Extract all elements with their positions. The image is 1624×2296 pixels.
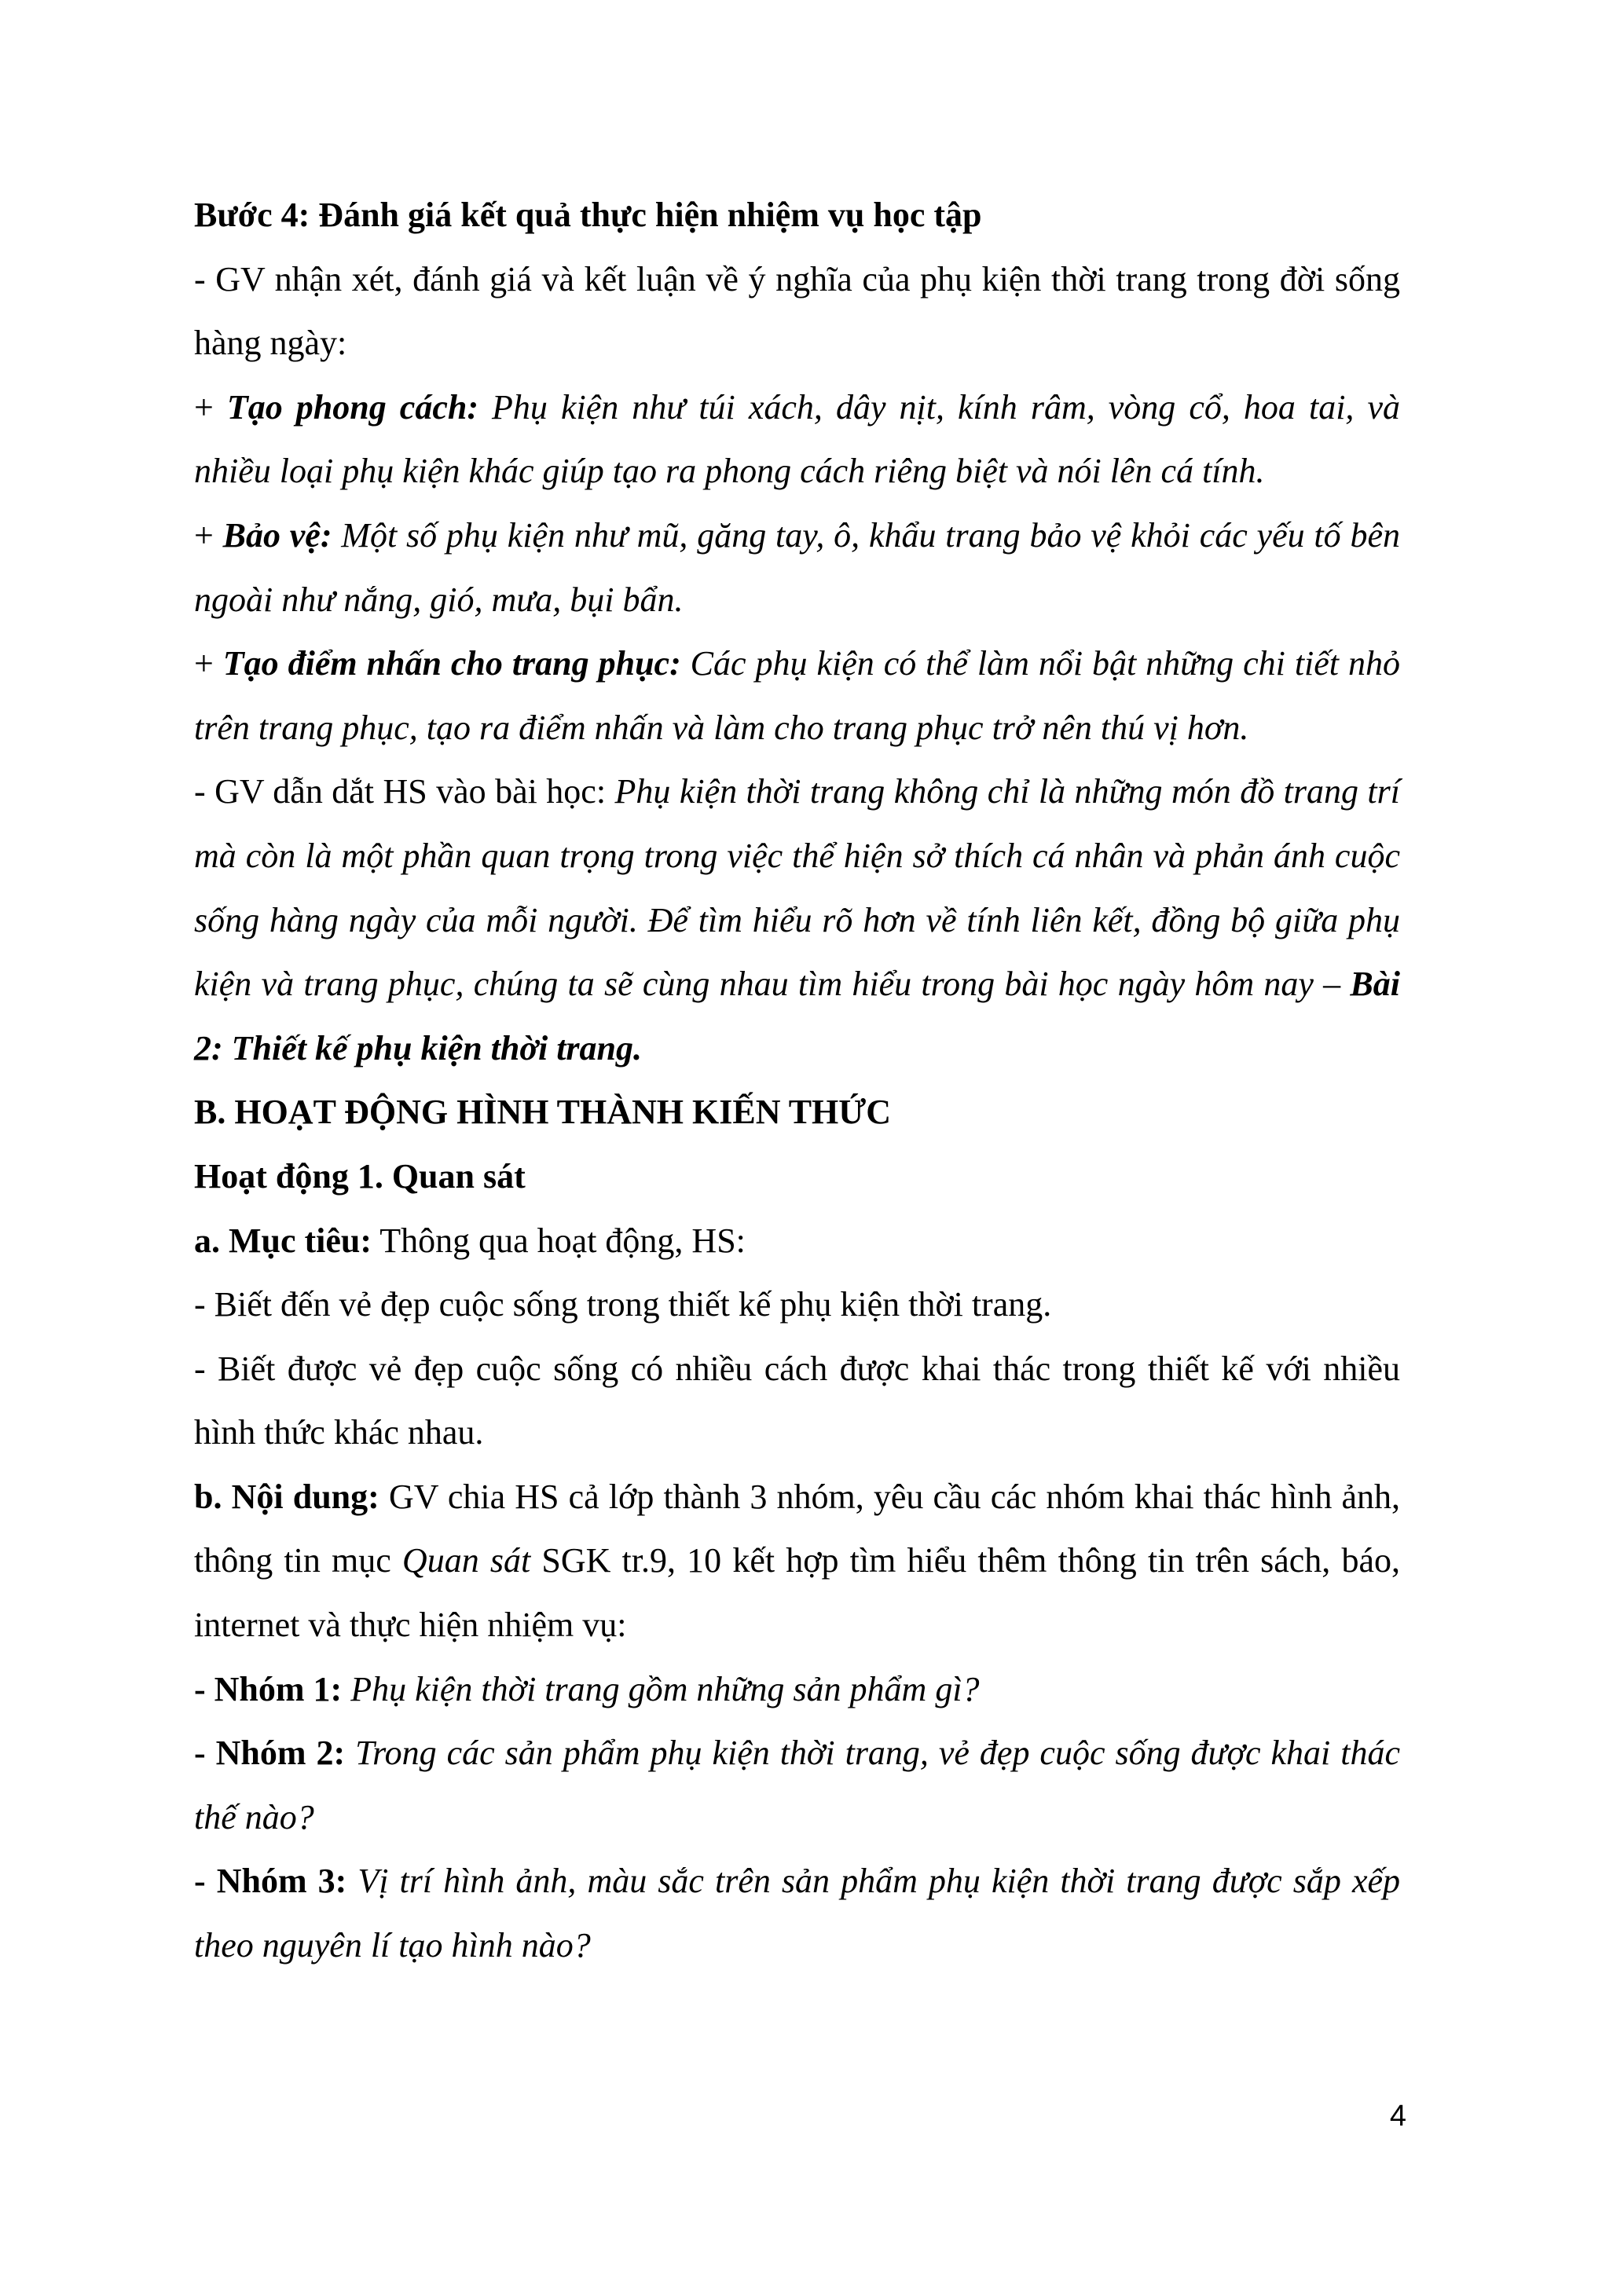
group-question: Trong các sản phẩm phụ kiện thời trang, vẻ đẹp cuộc sống được khai thác thế nào? [194, 1734, 1400, 1836]
group-task-2 [194, 1721, 1400, 1849]
point-protect [194, 504, 1400, 632]
lead-in-italic: Phụ kiện thời trang không chỉ là những món đồ trang trí mà còn là một phần quan trọng trong việc thể hiện sở thích cá nhân và phản ánh cuộc sống hàng ngày của mỗi người. Để tìm hiểu rõ hơn về tính liên kết, đồng bộ giữa phụ kiện và trang phục, chúng ta sẽ cùng nhau tìm hiểu trong bài học ngày hôm nay – [194, 772, 1401, 1004]
point-style [194, 375, 1400, 504]
lead-in-prefix: - GV dẫn dắt HS vào bài học: [194, 772, 615, 811]
point-term: Bảo vệ: [222, 515, 332, 555]
point-term: Tạo phong cách: [226, 387, 478, 427]
content-paragraph [194, 1465, 1400, 1657]
group-task-3 [194, 1849, 1400, 1977]
group-task-1 [194, 1657, 1400, 1722]
lesson-title: Bài 2: Thiết kế phụ kiện thời trang. [194, 965, 1400, 1067]
point-text: Một số phụ kiện như mũ, găng tay, ô, khẩu trang bảo vệ khỏi các yếu tố bên ngoài như nắng, gió, mưa, bụi bẩn. [194, 515, 1400, 619]
content-label: b. Nội dung: [194, 1477, 379, 1516]
content-text-before: GV chia HS cả lớp thành 3 nhóm, yêu cầu các nhóm khai thác hình ảnh, thông tin mục [194, 1477, 1400, 1580]
group-label: - Nhóm 1: [194, 1669, 343, 1708]
activity-title: Hoạt động 1. Quan sát [194, 1156, 526, 1196]
objective-label: a. Mục tiêu: [194, 1221, 372, 1260]
group-label: - Nhóm 2: [194, 1734, 346, 1773]
page-content [194, 183, 1400, 1978]
content-text-after: SGK tr.9, 10 kết hợp tìm hiểu thêm thông tin trên sách, báo, internet và thực hiện nhiệm vụ: [194, 1541, 1400, 1645]
objective-line [194, 1209, 1400, 1273]
point-highlight [194, 632, 1400, 760]
page-number: 4 [1389, 2100, 1406, 2133]
point-prefix: + [194, 644, 223, 683]
point-prefix: + [194, 387, 227, 427]
objective-text: Thông qua hoạt động, HS: [372, 1221, 746, 1260]
group-question: Vị trí hình ảnh, màu sắc trên sản phẩm phụ kiện thời trang được sắp xếp theo nguyên lí tạo hình nào? [194, 1862, 1401, 1965]
objective-item: - Biết được vẻ đẹp cuộc sống có nhiều cách được khai thác trong thiết kế với nhiều hình thức khác nhau. [194, 1349, 1400, 1452]
step4-intro: - GV nhận xét, đánh giá và kết luận về ý nghĩa của phụ kiện thời trang trong đời sống hàng ngày: [194, 259, 1400, 363]
section-b-heading: B. HOẠT ĐỘNG HÌNH THÀNH KIẾN THỨC [194, 1093, 892, 1132]
point-prefix: + [194, 515, 223, 555]
objective-item: - Biết đến vẻ đẹp cuộc sống trong thiết kế phụ kiện thời trang. [194, 1285, 1052, 1324]
lesson-lead-in [194, 760, 1400, 1080]
point-term: Tạo điểm nhấn cho trang phục: [222, 644, 681, 683]
group-question: Phụ kiện thời trang gồm những sản phẩm gì? [342, 1669, 980, 1708]
point-text: Các phụ kiện có thể làm nổi bật những chi tiết nhỏ trên trang phục, tạo ra điểm nhấn và làm cho trang phục trở nên thú vị hơn. [194, 644, 1400, 747]
point-text: Phụ kiện như túi xách, dây nịt, kính râm, vòng cổ, hoa tai, và nhiều loại phụ kiện khác giúp tạo ra phong cách riêng biệt và nói lên cá tính. [194, 387, 1401, 491]
step4-heading: Bước 4: Đánh giá kết quả thực hiện nhiệm vụ học tập [194, 196, 982, 234]
group-label: - Nhóm 3: [194, 1862, 347, 1901]
content-italic-ref: Quan sát [401, 1541, 531, 1580]
